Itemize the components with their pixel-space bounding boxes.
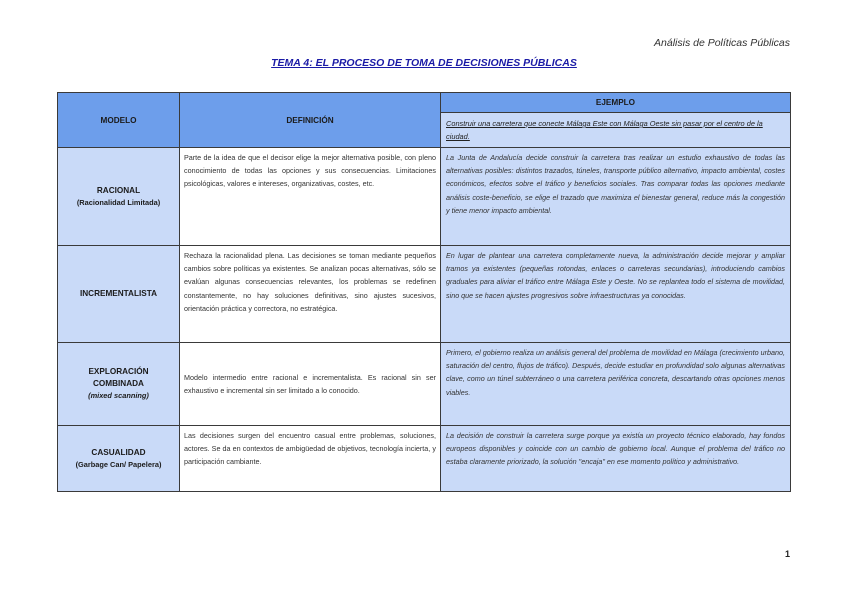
decision-models-table [57,92,791,492]
table-row [58,246,791,343]
page-title: TEMA 4: EL PROCESO DE TOMA DE DECISIONES PÚBLICAS [271,57,577,69]
table-row [58,343,791,426]
model-cell [58,246,180,343]
table-row [58,426,791,492]
model-name: INCREMENTALISTA [79,289,158,298]
model-cell [58,426,180,492]
running-header: Análisis de Políticas Públicas [654,37,790,49]
column-header-model: MODELO [58,93,180,148]
example-cell: La decisión de construir la carretera surge porque ya existía un proyecto técnico elaborado, hay fondos europeos disponibles y coincide con un cambio de gobierno local. Aunque el problema del tráfico no estaba claramente priorizado, la solución "encaja" en ese momento político y administrativo. [441,426,791,492]
model-subtitle: (Racionalidad Limitada) [76,197,161,207]
model-cell [58,148,180,246]
model-subtitle: (Garbage Can/ Papelera) [75,459,162,469]
definition-cell: Parte de la idea de que el decisor elige la mejor alternativa posible, con pleno conocimiento de todas las opciones y sus consecuencias. Limitaciones psicológicas, valores e intereses, organizativas, costes, etc. [180,148,441,246]
model-subtitle: (mixed scanning) [88,391,149,400]
model-name: RACIONAL [96,185,141,195]
page-number: 1 [784,549,790,559]
definition-cell: Modelo intermedio entre racional e incrementalista. Es racional sin ser exhaustivo e incremental sin ser limitado a lo conocido. [180,343,441,426]
definition-cell: Las decisiones surgen del encuentro casual entre problemas, soluciones, actores. Se da en contextos de ambigüedad de objetivos, tecnología incierta, y participación cambiante. [180,426,441,492]
model-name: EXPLORACIÓN COMBINADA [88,367,149,388]
example-cell: La Junta de Andalucía decide construir la carretera tras realizar un estudio exhaustivo de todas las alternativas posibles: distintos trazados, túneles, transporte público alternativo, impacto ambiental, costes económicos, efectos sobre el tráfico y beneficios sociales. Tras comparar todas las opciones mediante análisis coste-beneficio, se elige el trazado que maximiza el bienestar general, reduce más la congestión y tiene menor impacto ambiental. [441,148,791,246]
definition-cell: Rechaza la racionalidad plena. Las decisiones se toman mediante pequeños cambios sobre políticas ya existentes. Se analizan pocas alternativas, sólo se evalúan algunas consecuencias relevantes, los problemas se redefinen constantemente, no hay soluciones definitivas, sino ajustes sucesivos, orientación práctica y correctora, no estratégica. [180,246,441,343]
example-cell: Primero, el gobierno realiza un análisis general del problema de movilidad en Málaga (crecimiento urbano, saturación del centro, flujos de tráfico). Después, decide estudiar en profundidad solo algunas alternativas clave, como un túnel subterráneo o una carretera periférica concreta, descartando otras opciones menos viables. [441,343,791,426]
column-header-example: EJEMPLO [441,93,791,113]
example-cell: En lugar de plantear una carretera completamente nueva, la administración decide mejorar y ampliar tramos ya existentes (pequeñas rotondas, enlaces o carreteras secundarias), introduciendo cambios graduales para aliviar el tráfico entre Málaga Este y Oeste. No se replantea todo el sistema de movilidad, sino que se hacen ajustes progresivos sobre infraestructuras ya conocidas. [441,246,791,343]
model-cell [58,343,180,426]
column-header-definition: DEFINICIÓN [180,93,441,148]
model-name: CASUALIDAD [91,447,146,457]
table-row [58,148,791,246]
example-subheader: Construir una carretera que conecte Málaga Este con Málaga Oeste sin pasar por el centro de la ciudad. [441,113,791,148]
